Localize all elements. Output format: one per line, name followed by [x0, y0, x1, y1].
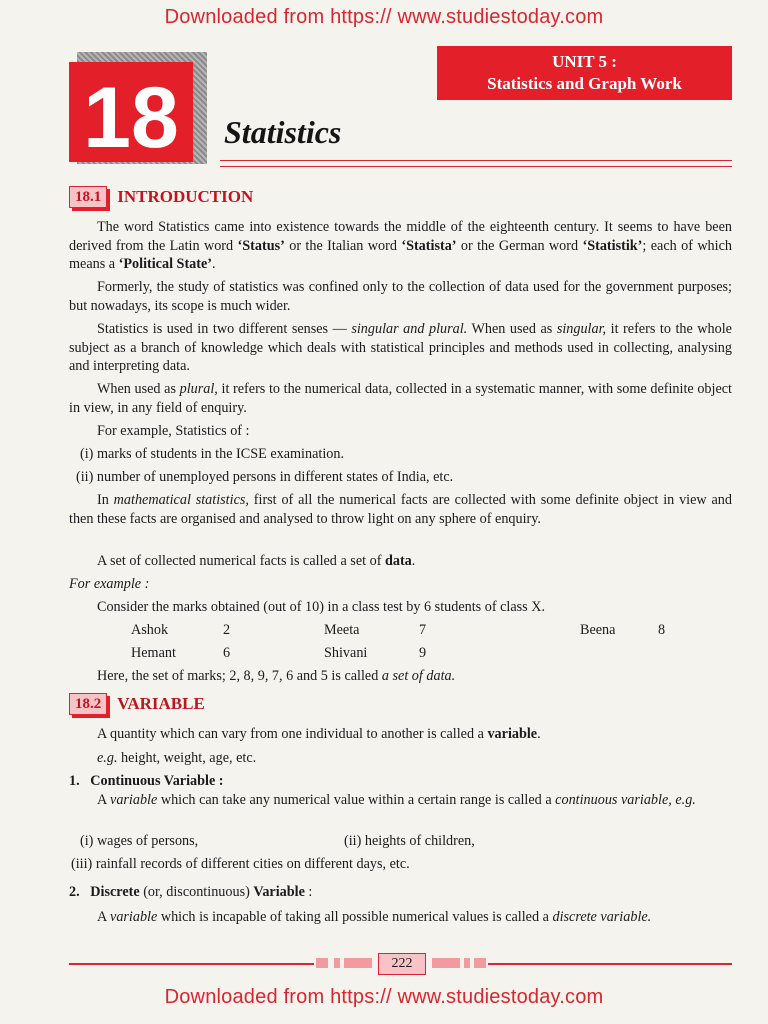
section-number: 18.2 [69, 693, 107, 715]
section-title: INTRODUCTION [117, 187, 254, 206]
list-item: (ii) heights of children, [344, 833, 475, 849]
student-mark: 8 [658, 622, 666, 638]
list-item: (i) wages of persons, [80, 833, 199, 849]
section-title: VARIABLE [117, 694, 205, 713]
section-number: 18.1 [69, 186, 107, 208]
footer-dash [432, 958, 460, 968]
heading-discrete-variable: 2. Discrete (or, discontinuous) Variable : [69, 884, 313, 900]
student-name: Shivani [324, 645, 368, 661]
student-mark: 9 [419, 645, 427, 661]
paragraph-senses: Statistics is used in two different senses — singular and plural. When used as singular, it refers to the whole subject as a branch of knowledge which deals with statistical principles and methods used in collecting, analysing and interpreting data. [69, 321, 732, 374]
watermark-bottom: Downloaded from https:// www.studiestoday.com [164, 986, 604, 1008]
title-rule [220, 160, 732, 167]
paragraph-variable-def: A quantity which can vary from one individual to another is called a variable. [97, 726, 541, 742]
chapter-number-box [69, 52, 207, 164]
paragraph-set-of-data: Here, the set of marks; 2, 8, 9, 7, 6 and 5 is called a set of data. [97, 668, 456, 684]
unit-label: UNIT 5 : [552, 52, 617, 71]
page-number: 222 [378, 953, 426, 975]
footer-dash [316, 958, 328, 968]
for-example-label: For example : [69, 576, 150, 592]
student-mark: 6 [223, 645, 231, 661]
footer-dash [464, 958, 470, 968]
student-mark: 7 [419, 622, 427, 638]
footer-rule-left [69, 963, 314, 965]
footer-dash [474, 958, 486, 968]
example-intro: For example, Statistics of : [97, 423, 250, 439]
list-item: (i) marks of students in the ICSE examination. [80, 446, 344, 462]
student-name: Ashok [131, 622, 169, 638]
footer-dash [344, 958, 372, 968]
list-item: (ii) number of unemployed persons in different states of India, etc. [76, 469, 454, 485]
chapter-box-red [69, 62, 193, 166]
student-name: Hemant [131, 645, 176, 661]
student-name: Beena [580, 622, 616, 638]
chapter-title: Statistics [224, 114, 342, 150]
heading-continuous-variable: 1. Continuous Variable : [69, 773, 224, 789]
paragraph-data: A set of collected numerical facts is called a set of data. [97, 553, 416, 569]
list-item: (iii) rainfall records of different cities on different days, etc. [71, 856, 410, 872]
student-name: Meeta [324, 622, 360, 638]
paragraph-origin: The word Statistics came into existence towards the middle of the eighteenth century. It seems to have been derived from the Latin word ‘Status’ or the Italian word ‘Statista’ or the German word ‘Statistik’; each of which means a ‘Political State’. [69, 219, 732, 272]
footer-dash [334, 958, 340, 968]
unit-title: Statistics and Graph Work [487, 74, 682, 93]
watermark-top: Downloaded from https:// www.studiestoday.com [164, 6, 604, 28]
paragraph-marks-intro: Consider the marks obtained (out of 10) in a class test by 6 students of class X. [97, 599, 546, 615]
variable-examples: e.g. height, weight, age, etc. [97, 750, 257, 766]
chapter-number: 18 [83, 70, 179, 166]
paragraph-continuous: A variable which can take any numerical value within a certain range is called a continuous variable, e.g. [97, 792, 696, 808]
paragraph-plural: When used as plural, it refers to the numerical data, collected in a systematic manner, with some definite object in view, in any field of enquiry. [69, 381, 732, 416]
paragraph-discrete: A variable which is incapable of taking all possible numerical values is called a discrete variable. [97, 909, 652, 925]
paragraph-formerly: Formerly, the study of statistics was confined only to the collection of data used for the government purposes; but nowadays, its scope is much wider. [69, 279, 732, 314]
unit-banner [437, 46, 732, 100]
student-mark: 2 [223, 622, 231, 638]
footer-rule-right [488, 963, 732, 965]
section-heading-introduction [69, 185, 253, 209]
section-heading-variable [69, 692, 205, 716]
paragraph-mathematical: In mathematical statistics, first of all the numerical facts are collected with some definite object in view and then these facts are organised and analysed to throw light on any sphere of enquiry. [69, 492, 732, 527]
